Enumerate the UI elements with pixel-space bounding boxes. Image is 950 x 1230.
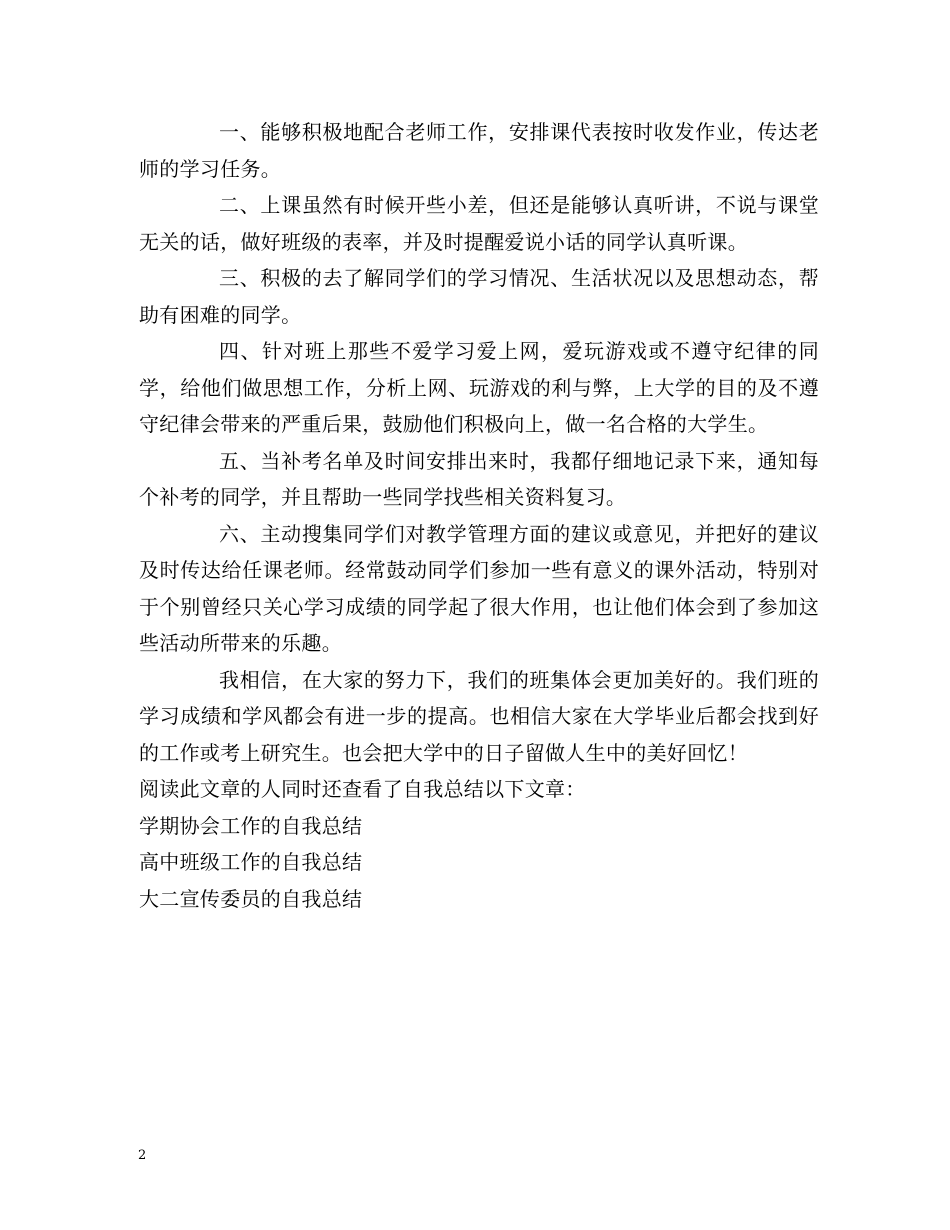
related-article-link[interactable]: 大二宣传委员的自我总结 — [139, 886, 363, 911]
paragraph-1: 一、能够积极地配合老师工作，安排课代表按时收发作业，传达老师的学习任务。 — [139, 120, 819, 181]
paragraph-closing: 我相信，在大家的努力下，我们的班集体会更加美好的。我们班的学习成绩和学风都会有进一步的提高。也相信大家在大学毕业后都会找到好的工作或考上研究生。也会把大学中的日子留做人生中的美好回忆！ — [139, 667, 819, 765]
related-article-link[interactable]: 学期协会工作的自我总结 — [139, 813, 363, 838]
page-number: 2 — [138, 1148, 147, 1163]
document-body — [139, 114, 819, 917]
paragraph-6: 六、主动搜集同学们对教学管理方面的建议或意见，并把好的建议及时传达给任课老师。经常鼓动同学们参加一些有意义的课外活动，特别对于个别曾经只关心学习成绩的同学起了很大作用，也让他们体会到了参加这些活动所带来的乐趣。 — [139, 521, 819, 655]
related-articles-heading: 阅读此文章的人同时还查看了自我总结以下文章： — [139, 777, 586, 801]
paragraph-4: 四、针对班上那些不爱学习爱上网，爱玩游戏或不遵守纪律的同学，给他们做思想工作，分析上网、玩游戏的利与弊，上大学的目的及不遵守纪律会带来的严重后果，鼓励他们积极向上，做一名合格的大学生。 — [139, 339, 819, 436]
paragraph-5: 五、当补考名单及时间安排出来时，我都仔细地记录下来，通知每个补考的同学，并且帮助一些同学找些相关资料复习。 — [139, 448, 819, 509]
paragraph-3: 三、积极的去了解同学们的学习情况、生活状况以及思想动态，帮助有困难的同学。 — [139, 266, 819, 327]
paragraph-2: 二、上课虽然有时候开些小差，但还是能够认真听讲，不说与课堂无关的话，做好班级的表率，并及时提醒爱说小话的同学认真听课。 — [139, 193, 819, 254]
related-article-link[interactable]: 高中班级工作的自我总结 — [139, 850, 363, 874]
